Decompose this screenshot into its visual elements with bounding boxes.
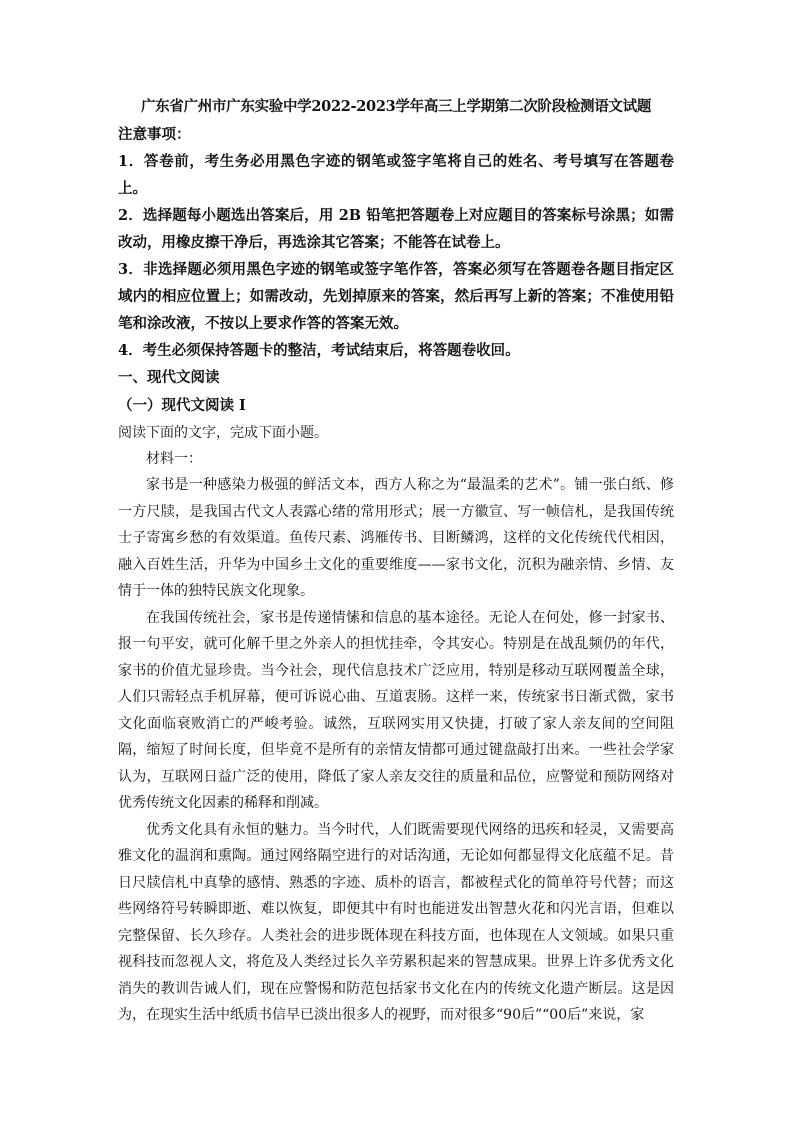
exam-page xyxy=(118,96,674,1029)
passage-paragraph-3: 优秀文化具有永恒的魅力。当今时代，人们既需要现代网络的迅疾和轻灵，又需要高雅文化的温润和熏陶。通过网络隔空进行的对话沟通，无论如何都显得文化底蕴不足。昔日尺牍信札中真挚的感情、熟悉的字迹、质朴的语言，都被程式化的简单符号代替；而这些网络符号转瞬即逝、难以恢复，即便其中有时也能迸发出智慧火花和闪光言语，但难以完整保留、长久珍存。人类社会的进步既体现在科技方面，也体现在人文领域。如果只重视科技而忽视人文，将危及人类经过长久辛劳累积起来的智慧成果。世界上许多优秀文化消失的教训告诫人们，现在应警惕和防范包括家书文化在内的传统文化遗产断层。这是因为，在现实生活中纸质书信早已淡出很多人的视野，而对很多“90后”“00后”来说，家 xyxy=(118,821,674,1023)
passage-paragraph-2: 在我国传统社会，家书是传递情愫和信息的基本途径。无论人在何处，修一封家书、报一句平安，就可化解千里之外亲人的担忧挂牵，令其安心。特别是在战乱频仍的年代，家书的价值尤显珍贵。当今社会，现代信息技术广泛应用，特别是移动互联网覆盖全球，人们只需轻点手机屏幕，便可诉说心曲、互道衷肠。这样一来，传统家书日渐式微，家书文化面临衰败消亡的严峻考验。诚然，互联网实用又快捷，打破了家人亲友间的空间阻隔，缩短了时间长度，但毕竟不是所有的亲情友情都可通过键盘敲打出来。一些社会学家认为，互联网日益广泛的使用，降低了家人亲友交往的质量和品位，应警觉和预防网络对优秀传统文化因素的稀释和削减。 xyxy=(118,609,674,811)
notes-heading: 注意事项： xyxy=(118,126,191,143)
exam-title: 广东省广州市广东实验中学2022-2023学年高三上学期第二次阶段检测语文试题 xyxy=(140,98,652,115)
note-item-2: 2．选择题每小题选出答案后，用 2B 铅笔把答题卷上对应题目的答案标号涂黑；如需改动，用橡皮擦干净后，再选涂其它答案；不能答在试卷上。 xyxy=(118,207,674,251)
note-item-4: 4．考生必须保持答题卡的整洁，考试结束后，将答题卷收回。 xyxy=(118,342,520,359)
subsection-title: （一）现代文阅读 I xyxy=(118,397,246,414)
material-label: 材料一： xyxy=(146,451,202,467)
note-item-3: 3．非选择题必须用黑色字迹的钢笔或签字笔作答，答案必须写在答题卷各题目指定区域内的相应位置上；如需改动，先划掉原来的答案，然后再写上新的答案；不准使用铅笔和涂改液，不按以上要求作答的答案无效。 xyxy=(118,261,674,332)
section-title: 一、现代文阅读 xyxy=(118,369,220,386)
reading-instruction: 阅读下面的文字，完成下面小题。 xyxy=(118,425,328,441)
passage-paragraph-1: 家书是一种感染力极强的鲜活文本，西方人称之为“最温柔的艺术”。铺一张白纸、修一方尺牍，是我国古代文人表露心绪的常用形式；展一方徽宣、写一帧信札，是我国传统士子寄寓乡愁的有效渠道。鱼传尺素、鸿雁传书、目断鳞鸿，这样的文化传统代代相因，融入百姓生活，升华为中国乡土文化的重要维度——家书文化，沉积为融亲情、乡情、友情于一体的独特民族文化现象。 xyxy=(118,477,674,599)
note-item-1: 1．答卷前，考生务必用黑色字迹的钢笔或签字笔将自己的姓名、考号填写在答题卷上。 xyxy=(118,153,674,197)
